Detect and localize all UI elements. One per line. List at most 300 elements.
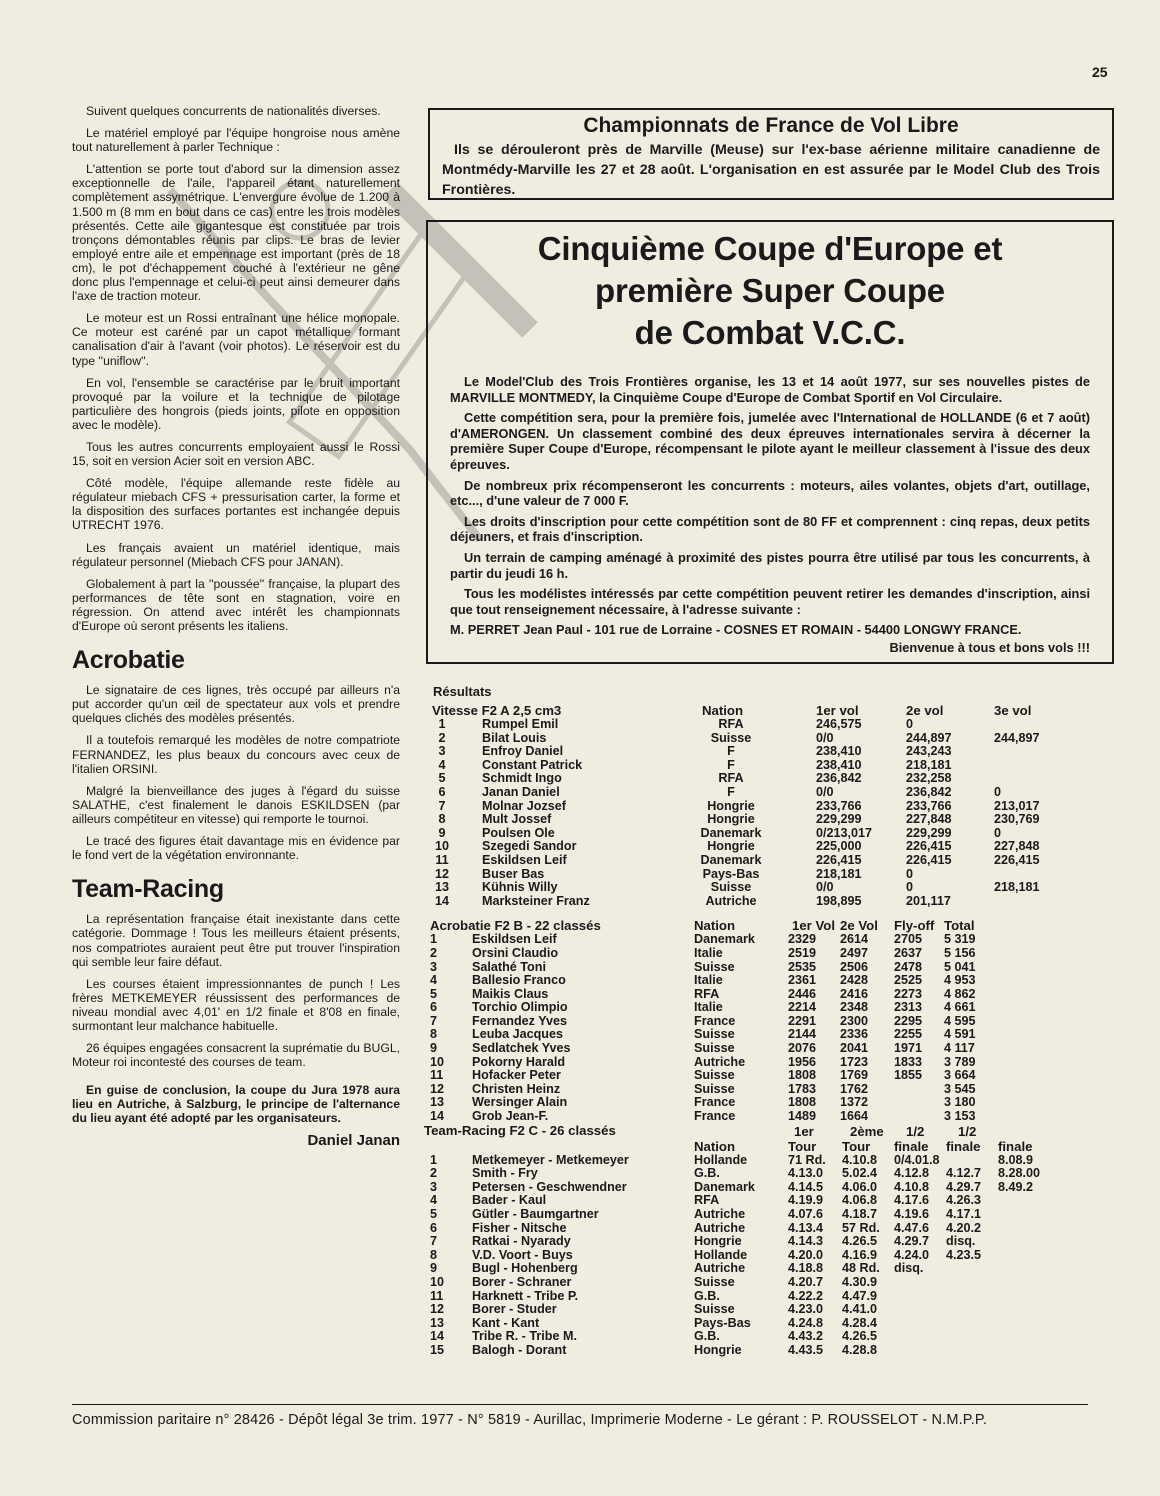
table-cell: 4.29.7 — [894, 1234, 930, 1249]
table-cell: Autriche — [694, 1261, 746, 1276]
table-cell — [994, 868, 1074, 882]
table-cell: 3 153 — [944, 1109, 976, 1124]
table-cell: 8.49.2 — [998, 1179, 1034, 1194]
championnats-body: Ils se dérouleront près de Marville (Meuse) sur l'ex-base aérienne militaire canadienne de Montmédy-Marville les 27 et 28 août. L'organisation en est assurée par le Model Club des Trois Frontières. — [442, 142, 1100, 198]
table-cell: Constant Patrick — [482, 757, 583, 772]
table-cell — [946, 1276, 998, 1290]
announcement-paragraph: Un terrain de camping aménagé à proximité des pistes pourra être utilisé par tous les concurrents, à partir du jeudi 16 h. — [450, 549, 1090, 581]
table-cell — [946, 1330, 998, 1344]
table-cell: 238,410 — [816, 744, 862, 759]
table-cell: RFA — [718, 717, 744, 731]
table-cell: Schmidt Ingo — [482, 771, 562, 786]
table-cell: 4.17.1 — [946, 1207, 982, 1221]
table-cell: Tribe R. - Tribe M. — [472, 1329, 577, 1344]
col-header: Nation — [694, 918, 736, 934]
table-cell: 4 — [430, 1193, 438, 1208]
table-cell: 2506 — [840, 959, 869, 974]
table-row — [424, 1194, 1058, 1208]
table-cell: 2 — [438, 730, 446, 745]
table-row — [432, 772, 1074, 786]
table-cell: Janan Daniel — [482, 784, 560, 799]
table-cell: 2144 — [788, 1027, 817, 1042]
table-cell — [894, 1317, 946, 1331]
table-cell — [894, 1290, 946, 1304]
table-cell: Suisse — [694, 1041, 735, 1056]
table-cell: Smith - Fry — [472, 1166, 538, 1181]
table-cell: France — [694, 1109, 736, 1124]
col-header-top: 1er — [794, 1123, 814, 1139]
page-number: 25 — [1092, 64, 1108, 80]
table-cell: 4.29.7 — [946, 1179, 982, 1194]
table-cell: 3 545 — [944, 1081, 976, 1096]
table-cell: 1723 — [840, 1054, 869, 1069]
table-cell: 9 — [430, 1261, 438, 1276]
team-racing-title: Team-Racing F2 C - 26 classés — [424, 1122, 616, 1138]
table-cell: 0/0 — [816, 880, 834, 895]
table-cell — [994, 718, 1074, 732]
table-cell: Harknett - Tribe P. — [472, 1288, 579, 1303]
article-paragraph: Le signataire de ces lignes, très occupé par ailleurs n'a put accorder qu'un œil de spectateur aux vols et prendre quelques clichés des modèles présentés. — [72, 683, 400, 726]
table-cell: Hollande — [694, 1247, 748, 1262]
table-row — [432, 840, 1074, 854]
table-cell: Orsini Claudio — [472, 945, 559, 960]
table-row — [430, 1042, 1004, 1056]
table-cell — [998, 1317, 1058, 1331]
coupe-europe-title — [450, 228, 1090, 354]
table-cell: Suisse — [694, 1302, 735, 1317]
table-row — [430, 1069, 1004, 1083]
table-cell: Molnar Jozsef — [482, 798, 566, 813]
table-row — [424, 1290, 1058, 1304]
table-cell — [998, 1235, 1058, 1249]
table-cell: 4.20.0 — [788, 1247, 824, 1262]
table-cell: 5 — [430, 1207, 438, 1221]
table-row — [424, 1303, 1058, 1317]
col-header: finale — [894, 1138, 929, 1154]
table-cell: 2214 — [788, 1000, 817, 1015]
table-cell: Danemark — [700, 852, 762, 867]
table-cell: Bilat Louis — [482, 730, 547, 745]
article-paragraph: L'attention se porte tout d'abord sur la dimension assez exceptionnelle de l'aile, l'appareil étant naturellement complètement assymétrique. L'envergure évolue de 1.200 à 1.500 m (8 mm en bout dans ce cas) entre les trois modèles présentés. Cette aile gigantesque est constituée par trois tronçons démontables réunis par clips. Le bras de levier employé entre aile et empennage est important (près de 18 cm), le pot d'échappement couché à l'extérieur ne gêne donc plus l'empennage et celui-ci peut ainsi demeurer dans l'axe de traction moteur. — [72, 162, 400, 304]
table-cell: 4.47.6 — [894, 1220, 930, 1235]
col-header: finale — [998, 1138, 1033, 1154]
col-header: 2e vol — [906, 703, 944, 718]
table-cell: 11 — [430, 1288, 444, 1303]
table-cell: 3 — [438, 744, 446, 759]
table-cell: 244,897 — [994, 730, 1040, 745]
table-cell — [998, 1276, 1058, 1290]
table-cell: 71 Rd. — [788, 1152, 826, 1167]
table-cell: 8 — [430, 1247, 438, 1262]
col-header: Tour — [788, 1138, 817, 1154]
table-cell: 2313 — [894, 1000, 923, 1015]
table-cell: 218,181 — [994, 880, 1040, 895]
table-cell: 2519 — [788, 945, 817, 960]
table-cell: Marksteiner Franz — [482, 893, 590, 908]
results-section — [424, 684, 1120, 1358]
table-cell: 0 — [994, 784, 1002, 799]
table-cell: G.B. — [694, 1329, 720, 1344]
table-cell: Fisher - Nitsche — [472, 1220, 567, 1235]
table-cell: 226,415 — [994, 852, 1040, 867]
table-cell: 11 — [430, 1068, 444, 1083]
table-cell: 236,842 — [816, 771, 862, 786]
table-cell: Borer - Schraner — [472, 1274, 572, 1289]
table-cell — [998, 1194, 1058, 1208]
table-cell: 1833 — [894, 1054, 923, 1069]
table-cell: 11 — [435, 852, 449, 867]
championnats-title: Championnats de France de Vol Libre — [583, 114, 959, 137]
table-row — [432, 732, 1074, 746]
article-paragraph: Tous les autres concurrents employaient aussi le Rossi 15, soit en version Acier soit en version ABC. — [72, 439, 400, 469]
table-cell: Salathé Toni — [472, 959, 546, 974]
table-row — [430, 933, 1004, 947]
table-cell: RFA — [694, 1193, 720, 1208]
table-cell: 4.19.9 — [788, 1193, 824, 1208]
table-cell: 4.07.6 — [788, 1207, 824, 1221]
table-cell: 1372 — [840, 1095, 869, 1110]
table-cell: 14 — [430, 1329, 445, 1344]
team-racing-heading: Team-Racing — [72, 875, 224, 904]
article-paragraph: Le matériel employé par l'équipe hongroise nous amène tout naturellement à parler Technique : — [72, 126, 400, 155]
table-cell — [994, 895, 1074, 909]
table-cell: 2291 — [788, 1013, 817, 1028]
table-cell: 4.10.8 — [842, 1152, 878, 1167]
table-cell: Grob Jean-F. — [472, 1109, 549, 1124]
table-cell: 14 — [430, 1109, 445, 1124]
table-cell: Maikis Claus — [472, 986, 549, 1001]
table-cell: 4.22.2 — [788, 1288, 824, 1303]
table-cell: 236,842 — [906, 784, 952, 799]
table-cell: 2273 — [894, 986, 923, 1001]
table-cell: 201,117 — [906, 893, 951, 908]
table-cell: 2416 — [840, 986, 869, 1001]
table-cell: 2 — [430, 1166, 438, 1181]
table-cell: 246,575 — [816, 717, 862, 731]
table-cell: Danemark — [694, 1179, 755, 1194]
table-cell: 1783 — [788, 1081, 817, 1096]
table-cell: 13 — [430, 1315, 445, 1330]
table-row — [432, 800, 1074, 814]
table-cell: 2348 — [840, 1000, 869, 1015]
article-paragraph: Les français avaient un matériel identique, mais régulateur personnel (Miebach CFS pour JANAN). — [72, 540, 400, 569]
col-header: 1er vol — [816, 703, 859, 718]
table-cell: 10 — [430, 1054, 445, 1069]
table-cell: 2478 — [894, 959, 923, 974]
table-row — [430, 1056, 1004, 1070]
table-cell: 4.23.0 — [788, 1302, 824, 1317]
table-cell: 5 041 — [944, 959, 976, 974]
article-paragraph: Globalement à part la ''poussée'' française, la plupart des performances de tête sont en stagnation, voire en régression. On attend avec intérêt les championnats d'Europe où seront présents les italiens. — [72, 576, 400, 633]
table-cell: Balogh - Dorant — [472, 1342, 567, 1357]
table-cell: Bugl - Hohenberg — [472, 1261, 578, 1276]
table-cell: 14 — [434, 893, 449, 908]
table-cell: 232,258 — [906, 771, 952, 786]
table-row — [430, 1096, 1004, 1110]
title-line-1: Cinquième Coupe d'Europe et — [537, 230, 1003, 267]
table-cell: Christen Heinz — [472, 1081, 561, 1096]
table-row — [424, 1154, 1058, 1168]
table-cell: 13 — [434, 880, 449, 895]
table-cell — [998, 1290, 1058, 1304]
table-cell: Borer - Studer — [472, 1302, 557, 1317]
table-cell: 8.28.00 — [998, 1166, 1041, 1181]
table-cell: Italie — [694, 1000, 723, 1015]
table-cell — [998, 1249, 1058, 1263]
table-cell: Ratkai - Nyarady — [472, 1234, 571, 1249]
table-cell: 12 — [430, 1081, 445, 1096]
col-header: Nation — [702, 703, 744, 718]
table-cell: Hongrie — [694, 1234, 742, 1249]
table-cell: Suisse — [694, 1027, 735, 1042]
table-cell: Poulsen Ole — [482, 825, 555, 840]
table-cell: 233,766 — [816, 798, 862, 813]
col-header: finale — [946, 1138, 981, 1154]
table-cell: 4.20.7 — [788, 1274, 824, 1289]
table-cell: 4.14.5 — [788, 1179, 824, 1194]
table-cell: Autriche — [694, 1207, 746, 1221]
col-header: Tour — [842, 1138, 871, 1154]
table-cell — [998, 1208, 1058, 1222]
table-cell: 2295 — [894, 1013, 923, 1028]
table-cell: 4.19.6 — [894, 1207, 930, 1221]
footer-legal: Commission paritaire n° 28426 - Dépôt légal 3e trim. 1977 - N° 5819 - Aurillac, Imprimerie Moderne - Le gérant : P. ROUSSELOT - N.M.P.P. — [72, 1412, 988, 1428]
table-cell: 12 — [430, 1302, 445, 1317]
article-paragraph: Les courses étaient impressionnantes de punch ! Les frères METKEMEYER réussissent des performances de niveau mondial avec 4,01' en 1/2 finale et 8'08 en finale, surmontant leur malchance habituelle. — [72, 976, 400, 1033]
table-row — [430, 1001, 1004, 1015]
table-cell: 4.43.5 — [788, 1342, 824, 1357]
table-row — [430, 1110, 1004, 1124]
table-cell: Pays-Bas — [694, 1315, 751, 1330]
article-paragraph: Malgré la bienveillance des juges à l'égard du suisse SALATHE, c'est finalement le danois ESKILDSEN (par ailleurs compétiteur en vitesse) qui remporte le tournoi. — [72, 783, 400, 826]
table-cell: 4.13.4 — [788, 1220, 824, 1235]
article-paragraph: Suivent quelques concurrents de nationalités diverses. — [86, 104, 381, 118]
table-cell: 225,000 — [816, 839, 862, 854]
table-cell: Italie — [694, 945, 723, 960]
table-cell: 15 — [430, 1342, 445, 1357]
table-cell: 2446 — [788, 986, 817, 1001]
table-cell: 4.13.0 — [788, 1166, 824, 1181]
table-cell: 5 — [430, 986, 438, 1001]
table-row — [432, 895, 1074, 909]
table-cell: F — [727, 744, 735, 759]
table-row — [424, 1344, 1058, 1358]
table-cell: G.B. — [694, 1166, 720, 1181]
table-cell: Sedlatchek Yves — [472, 1041, 571, 1056]
author-signature: Daniel Janan — [307, 1131, 400, 1149]
table-cell: 3 789 — [944, 1054, 976, 1069]
table-row — [432, 745, 1074, 759]
article-paragraph: La représentation française était inexistante dans cette catégorie. Dommage ! Tous les meilleurs étaient présents, nos compatriotes auraient peut être put trouver l'inspiration qui semble leur faire défaut. — [72, 912, 400, 969]
table-cell: 0 — [906, 880, 914, 895]
table-cell — [894, 1303, 946, 1317]
table-cell: V.D. Voort - Buys — [472, 1247, 573, 1262]
table-cell: 57 Rd. — [842, 1220, 880, 1235]
table-row — [432, 827, 1074, 841]
table-cell: 229,299 — [906, 825, 952, 840]
table-cell: Italie — [694, 973, 723, 988]
table-cell: 4.06.8 — [842, 1193, 878, 1208]
table-cell: Suisse — [694, 959, 735, 974]
table-cell: 0/0 — [816, 730, 834, 745]
table-cell: 0 — [994, 825, 1002, 840]
table-cell: 1808 — [788, 1068, 817, 1083]
table-cell: Eskildsen Leif — [482, 852, 567, 867]
table-cell: 2329 — [788, 932, 817, 947]
table-cell — [946, 1154, 998, 1168]
table-cell: 243,243 — [906, 744, 952, 759]
table-row — [424, 1249, 1058, 1263]
table-cell: Danemark — [694, 932, 755, 947]
table-cell: 4.26.5 — [842, 1234, 878, 1249]
table-cell: Hongrie — [694, 1342, 742, 1357]
table-row — [424, 1208, 1058, 1222]
championnats-box — [428, 108, 1114, 200]
table-cell: 4 591 — [944, 1027, 976, 1042]
table-cell: 218,181 — [906, 757, 952, 772]
table-cell: Hongrie — [707, 812, 755, 827]
table-cell: Autriche — [694, 1054, 746, 1069]
article-paragraph: Le moteur est un Rossi entraînant une hélice monopale. Ce moteur est caréné par un capot métallique formant canalisation d'air à l'avant (voir photos). Le réservoir est du type ''uniflow''. — [72, 311, 400, 368]
table-cell: 2300 — [840, 1013, 869, 1028]
table-cell: F — [727, 757, 735, 772]
table-cell: Gütler - Baumgartner — [472, 1207, 599, 1221]
table-row — [430, 1015, 1004, 1029]
table-cell: 4.10.8 — [894, 1179, 930, 1194]
table-cell: 2076 — [788, 1041, 817, 1056]
announcement-paragraph: Le Model'Club des Trois Frontières organise, les 13 et 14 août 1977, sur ses nouvelles pistes de MARVILLE MONTMEDY, la Cinquième Coupe d'Europe de Combat Sportif en Vol Circulaire. — [450, 374, 1090, 405]
table-cell: 2705 — [894, 932, 923, 947]
article-paragraph: Il a toutefois remarqué les modèles de notre compatriote FERNANDEZ, les plus beaux du concours avec ceux de l'italien ORSINI. — [72, 733, 400, 776]
table-cell: 198,895 — [816, 893, 862, 908]
table-row — [432, 759, 1074, 773]
table-cell: 226,415 — [816, 852, 862, 867]
table-cell: Suisse — [710, 880, 752, 895]
left-column-article — [72, 104, 400, 1148]
table-cell: Leuba Jacques — [472, 1027, 563, 1042]
table-cell: Mult Jossef — [482, 812, 552, 827]
table-row — [424, 1276, 1058, 1290]
table-cell: 5 — [438, 771, 446, 786]
table-cell: 218,181 — [816, 866, 862, 881]
table-cell: Hongrie — [707, 839, 755, 854]
table-cell: 8 — [430, 1027, 438, 1042]
table-cell — [998, 1262, 1058, 1276]
table-cell: 4 — [430, 973, 438, 988]
table-cell: 4 862 — [944, 986, 976, 1001]
table-cell: 1769 — [840, 1068, 869, 1083]
table-cell: 8.08.9 — [998, 1152, 1034, 1167]
article-paragraph: Côté modèle, l'équipe allemande reste fidèle au régulateur miebach CFS + pressurisation carter, la forme et la disposition des surfaces portantes est inchangée depuis UTRECHT 1976. — [72, 476, 400, 533]
coupe-europe-box — [426, 220, 1114, 664]
table-cell: 4.47.9 — [842, 1288, 878, 1303]
table-cell: 227,848 — [994, 839, 1040, 854]
table-cell: Hofacker Peter — [472, 1068, 561, 1083]
article-paragraph: 26 équipes engagées consacrent la suprématie du BUGL, Moteur roi incontesté des courses de team. — [72, 1041, 400, 1070]
table-cell: 4.24.8 — [788, 1315, 824, 1330]
table-cell: 4.12.8 — [894, 1166, 930, 1181]
table-cell: 4.24.0 — [894, 1247, 930, 1262]
table-cell: 1 — [438, 717, 446, 731]
table-cell — [894, 1330, 946, 1344]
table-cell — [994, 745, 1074, 759]
table-cell — [998, 1344, 1058, 1358]
table-cell: 4.30.9 — [842, 1274, 878, 1289]
col-header: 3e vol — [994, 703, 1032, 718]
table-cell: 2525 — [894, 973, 923, 988]
table-cell: 0/213,017 — [816, 825, 873, 840]
table-cell: 0 — [906, 866, 914, 881]
table-cell — [946, 1317, 998, 1331]
vitesse-title: Vitesse F2 A 2,5 cm3 — [432, 703, 562, 718]
announcement-paragraph: Cette compétition sera, pour la première fois, jumelée avec l'International de HOLLANDE (6 et 7 août) d'AMERONGEN. Un classement combiné des deux épreuves internationales servira à décerner la première Super Coupe d'Europe, récompensant le pilote ayant le meilleur classement à l'issue des deux épreuves. — [450, 410, 1090, 472]
acrobatie-heading: Acrobatie — [72, 646, 185, 675]
table-cell: 3 664 — [944, 1068, 976, 1083]
table-cell: 4 661 — [944, 1000, 976, 1015]
col-header: 2e Vol — [840, 918, 878, 934]
table-cell: 10 — [434, 839, 449, 854]
table-cell: 4 117 — [944, 1041, 975, 1056]
table-cell: Hongrie — [707, 798, 755, 813]
table-cell: Szegedi Sandor — [482, 839, 577, 854]
table-cell: 1855 — [894, 1068, 923, 1083]
footer-rule — [72, 1404, 1088, 1405]
table-cell: 4 — [438, 757, 446, 772]
table-cell: France — [694, 1095, 736, 1110]
table-cell: 4.14.3 — [788, 1234, 824, 1249]
team-racing-table — [424, 1124, 1058, 1358]
table-cell: 244,897 — [906, 730, 952, 745]
title-line-3: de Combat V.C.C. — [634, 314, 906, 351]
article-paragraph: En vol, l'ensemble se caractérise par le bruit important provoqué par la voilure et la technique de pilotage particulière des hongrois (pieds joints, pilote en opposition avec le modèle). — [72, 375, 400, 432]
announcement-paragraph: Tous les modélistes intéressés par cette compétition peuvent retirer les demandes d'inscription, ainsi que tout renseignement nécessaire, à l'adresse suivante : — [450, 586, 1090, 617]
table-cell: 238,410 — [816, 757, 862, 772]
table-cell: 4.23.5 — [946, 1247, 982, 1262]
table-cell: Metkemeyer - Metkemeyer — [472, 1152, 629, 1167]
welcome-line: Bienvenue à tous et bons vols !!! — [889, 639, 1090, 655]
table-cell: 5.02.4 — [842, 1166, 878, 1181]
table-cell: 10 — [430, 1274, 445, 1289]
table-cell: RFA — [718, 771, 744, 786]
table-cell: 2 — [430, 945, 438, 960]
table-cell: Bader - Kaul — [472, 1193, 547, 1208]
table-cell: 3 — [430, 959, 438, 974]
table-row — [424, 1222, 1058, 1236]
table-cell: G.B. — [694, 1288, 720, 1303]
table-cell: 4.28.4 — [842, 1315, 878, 1330]
table-cell: 1956 — [788, 1054, 817, 1069]
table-cell: Kant - Kant — [472, 1315, 540, 1330]
table-cell: 4.12.7 — [946, 1166, 982, 1181]
table-cell: Torchio Olimpio — [472, 1000, 568, 1015]
table-row — [430, 974, 1004, 988]
col-header: Fly-off — [894, 918, 935, 934]
table-cell: F — [727, 784, 735, 799]
table-cell: 227,848 — [906, 812, 952, 827]
vitesse-table — [432, 703, 1074, 908]
table-row — [424, 1330, 1058, 1344]
table-row — [424, 1235, 1058, 1249]
table-cell: 1762 — [840, 1081, 869, 1096]
table-cell: Suisse — [694, 1274, 735, 1289]
table-row — [424, 1167, 1058, 1181]
table-row — [430, 1028, 1004, 1042]
table-cell: 2255 — [894, 1027, 923, 1042]
table-cell: 4.28.8 — [842, 1342, 878, 1357]
acrobatie-title: Acrobatie F2 B - 22 classés — [430, 918, 601, 934]
table-cell: France — [694, 1013, 736, 1028]
table-cell: Fernandez Yves — [472, 1013, 567, 1028]
